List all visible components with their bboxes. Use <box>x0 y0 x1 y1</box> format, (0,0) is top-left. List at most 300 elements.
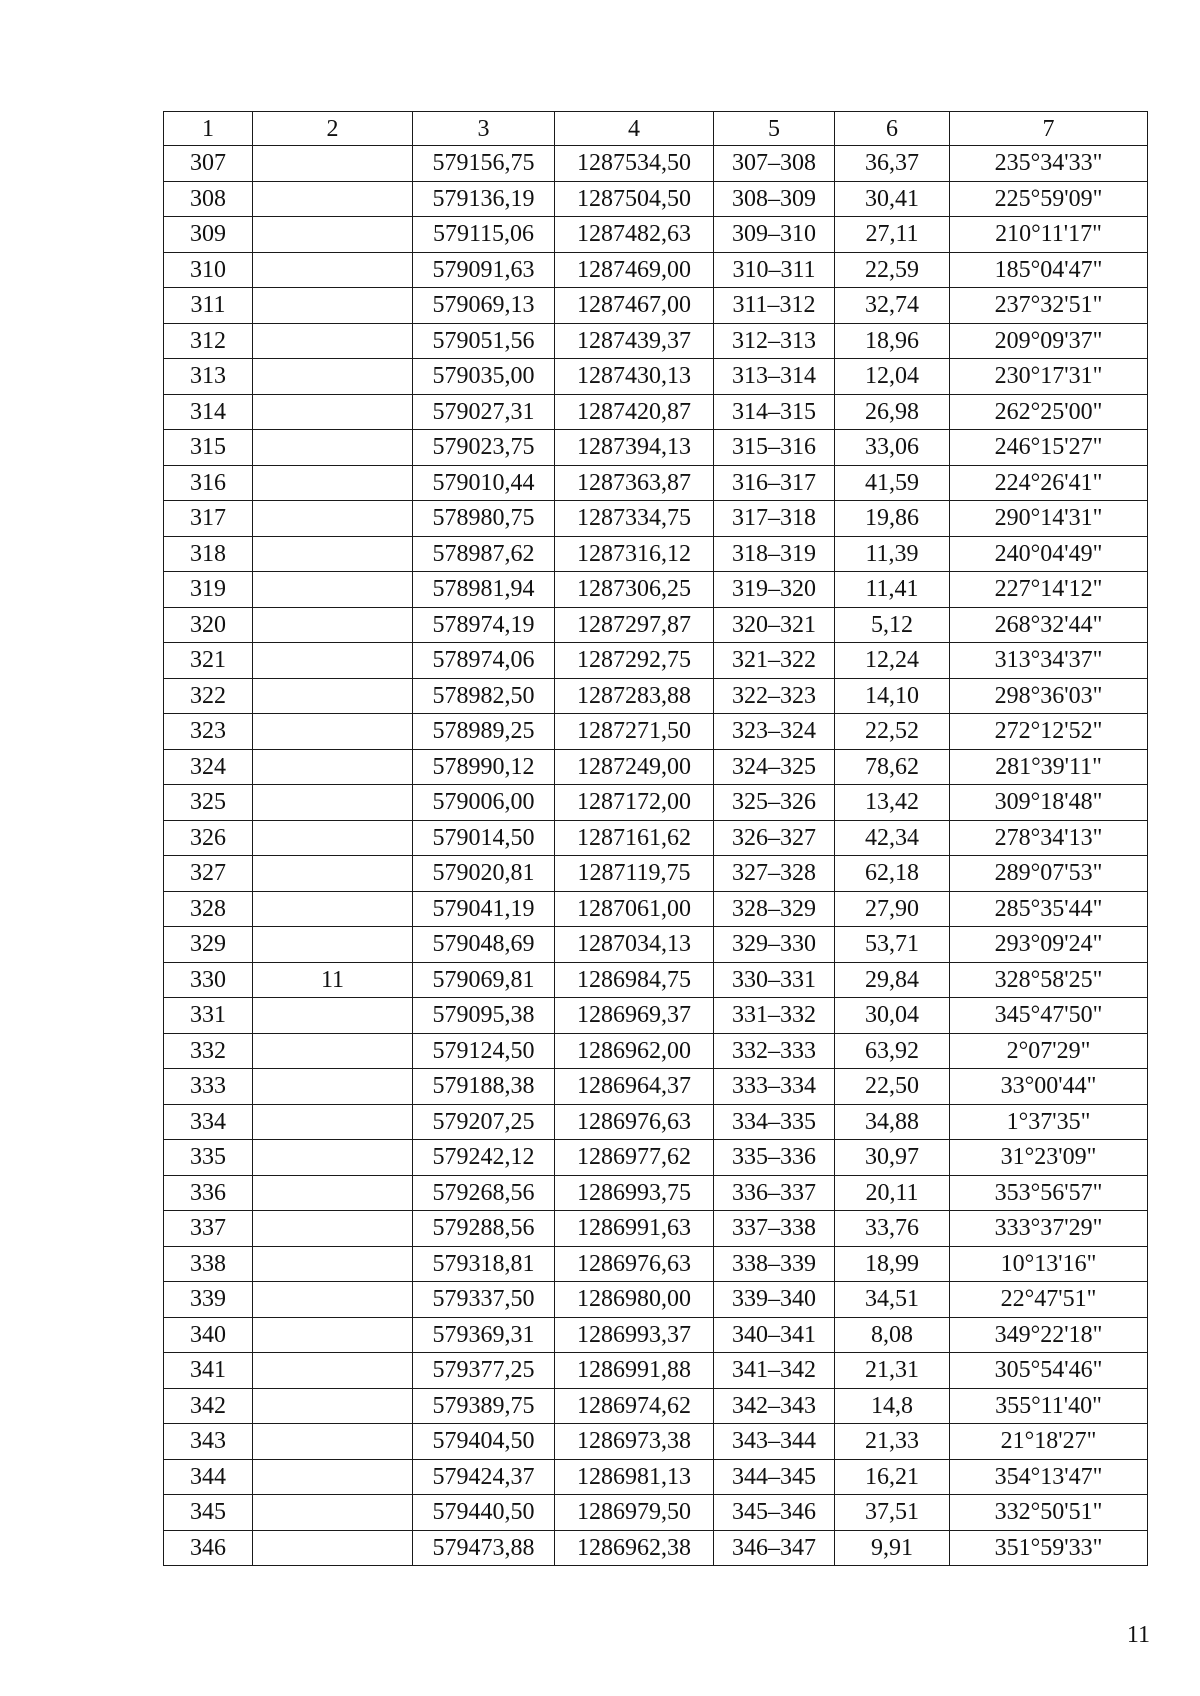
x-coordinate-cell: 578974,06 <box>413 643 555 679</box>
x-coordinate-cell: 579051,56 <box>413 323 555 359</box>
bearing-cell: 22°47'51" <box>950 1282 1148 1318</box>
x-coordinate-cell: 579318,81 <box>413 1246 555 1282</box>
part-number-cell <box>253 749 413 785</box>
segment-cell: 342–343 <box>714 1388 835 1424</box>
part-number-cell <box>253 607 413 643</box>
y-coordinate-cell: 1286964,37 <box>555 1069 714 1105</box>
table-row <box>164 394 1148 430</box>
y-coordinate-cell: 1287439,37 <box>555 323 714 359</box>
segment-cell: 317–318 <box>714 501 835 537</box>
point-number-cell: 313 <box>164 359 253 395</box>
point-number-cell: 345 <box>164 1495 253 1531</box>
point-number-cell: 311 <box>164 288 253 324</box>
bearing-cell: 21°18'27" <box>950 1424 1148 1460</box>
point-number-cell: 336 <box>164 1175 253 1211</box>
y-coordinate-cell: 1287504,50 <box>555 181 714 217</box>
table-row <box>164 1530 1148 1566</box>
x-coordinate-cell: 579389,75 <box>413 1388 555 1424</box>
bearing-cell: 240°04'49" <box>950 536 1148 572</box>
length-cell: 5,12 <box>835 607 950 643</box>
y-coordinate-cell: 1286974,62 <box>555 1388 714 1424</box>
x-coordinate-cell: 579023,75 <box>413 430 555 466</box>
segment-cell: 316–317 <box>714 465 835 501</box>
part-number-cell <box>253 359 413 395</box>
segment-cell: 328–329 <box>714 891 835 927</box>
part-number-cell <box>253 678 413 714</box>
bearing-cell: 10°13'16" <box>950 1246 1148 1282</box>
part-number-cell <box>253 146 413 182</box>
x-coordinate-cell: 579014,50 <box>413 820 555 856</box>
length-cell: 30,04 <box>835 998 950 1034</box>
y-coordinate-cell: 1287482,63 <box>555 217 714 253</box>
segment-cell: 343–344 <box>714 1424 835 1460</box>
y-coordinate-cell: 1286993,37 <box>555 1317 714 1353</box>
part-number-cell <box>253 323 413 359</box>
bearing-cell: 185°04'47" <box>950 252 1148 288</box>
segment-cell: 323–324 <box>714 714 835 750</box>
table-row <box>164 678 1148 714</box>
y-coordinate-cell: 1287334,75 <box>555 501 714 537</box>
length-cell: 33,06 <box>835 430 950 466</box>
part-number-cell <box>253 1530 413 1566</box>
part-number-cell <box>253 785 413 821</box>
segment-cell: 309–310 <box>714 217 835 253</box>
y-coordinate-cell: 1286991,63 <box>555 1211 714 1247</box>
x-coordinate-cell: 579404,50 <box>413 1424 555 1460</box>
bearing-cell: 268°32'44" <box>950 607 1148 643</box>
y-coordinate-cell: 1287249,00 <box>555 749 714 785</box>
length-cell: 42,34 <box>835 820 950 856</box>
column-header-1: 1 <box>164 112 253 146</box>
part-number-cell <box>253 891 413 927</box>
length-cell: 11,39 <box>835 536 950 572</box>
part-number-cell <box>253 1140 413 1176</box>
table-row <box>164 1104 1148 1140</box>
part-number-cell <box>253 1104 413 1140</box>
segment-cell: 312–313 <box>714 323 835 359</box>
x-coordinate-cell: 579027,31 <box>413 394 555 430</box>
x-coordinate-cell: 579095,38 <box>413 998 555 1034</box>
x-coordinate-cell: 579268,56 <box>413 1175 555 1211</box>
segment-cell: 314–315 <box>714 394 835 430</box>
part-number-cell <box>253 1069 413 1105</box>
column-header-2: 2 <box>253 112 413 146</box>
point-number-cell: 327 <box>164 856 253 892</box>
x-coordinate-cell: 579035,00 <box>413 359 555 395</box>
y-coordinate-cell: 1287469,00 <box>555 252 714 288</box>
table-row <box>164 1388 1148 1424</box>
part-number-cell <box>253 820 413 856</box>
coordinates-table-container <box>163 111 1147 1566</box>
point-number-cell: 308 <box>164 181 253 217</box>
point-number-cell: 342 <box>164 1388 253 1424</box>
x-coordinate-cell: 579377,25 <box>413 1353 555 1389</box>
segment-cell: 340–341 <box>714 1317 835 1353</box>
x-coordinate-cell: 579010,44 <box>413 465 555 501</box>
table-row <box>164 217 1148 253</box>
length-cell: 9,91 <box>835 1530 950 1566</box>
point-number-cell: 307 <box>164 146 253 182</box>
point-number-cell: 323 <box>164 714 253 750</box>
table-row <box>164 749 1148 785</box>
page-number: 11 <box>1126 1622 1150 1648</box>
point-number-cell: 322 <box>164 678 253 714</box>
table-row <box>164 1282 1148 1318</box>
coordinates-table <box>163 111 1148 1566</box>
bearing-cell: 289°07'53" <box>950 856 1148 892</box>
x-coordinate-cell: 579440,50 <box>413 1495 555 1531</box>
point-number-cell: 338 <box>164 1246 253 1282</box>
table-row <box>164 714 1148 750</box>
length-cell: 62,18 <box>835 856 950 892</box>
segment-cell: 335–336 <box>714 1140 835 1176</box>
table-row <box>164 572 1148 608</box>
length-cell: 32,74 <box>835 288 950 324</box>
bearing-cell: 209°09'37" <box>950 323 1148 359</box>
x-coordinate-cell: 579242,12 <box>413 1140 555 1176</box>
table-row <box>164 785 1148 821</box>
segment-cell: 339–340 <box>714 1282 835 1318</box>
table-row <box>164 891 1148 927</box>
point-number-cell: 333 <box>164 1069 253 1105</box>
length-cell: 34,88 <box>835 1104 950 1140</box>
length-cell: 21,33 <box>835 1424 950 1460</box>
length-cell: 29,84 <box>835 962 950 998</box>
part-number-cell <box>253 1282 413 1318</box>
y-coordinate-cell: 1286993,75 <box>555 1175 714 1211</box>
table-row <box>164 1424 1148 1460</box>
length-cell: 19,86 <box>835 501 950 537</box>
table-row <box>164 146 1148 182</box>
table-body <box>164 146 1148 1566</box>
bearing-cell: 281°39'11" <box>950 749 1148 785</box>
point-number-cell: 330 <box>164 962 253 998</box>
length-cell: 14,8 <box>835 1388 950 1424</box>
point-number-cell: 340 <box>164 1317 253 1353</box>
bearing-cell: 230°17'31" <box>950 359 1148 395</box>
table-row <box>164 927 1148 963</box>
table-row <box>164 643 1148 679</box>
segment-cell: 334–335 <box>714 1104 835 1140</box>
table-row <box>164 607 1148 643</box>
length-cell: 18,99 <box>835 1246 950 1282</box>
part-number-cell <box>253 1353 413 1389</box>
part-number-cell <box>253 288 413 324</box>
x-coordinate-cell: 579091,63 <box>413 252 555 288</box>
y-coordinate-cell: 1286962,38 <box>555 1530 714 1566</box>
x-coordinate-cell: 579473,88 <box>413 1530 555 1566</box>
table-row <box>164 1069 1148 1105</box>
length-cell: 11,41 <box>835 572 950 608</box>
bearing-cell: 313°34'37" <box>950 643 1148 679</box>
bearing-cell: 1°37'35" <box>950 1104 1148 1140</box>
segment-cell: 324–325 <box>714 749 835 785</box>
bearing-cell: 262°25'00" <box>950 394 1148 430</box>
point-number-cell: 343 <box>164 1424 253 1460</box>
y-coordinate-cell: 1287034,13 <box>555 927 714 963</box>
segment-cell: 319–320 <box>714 572 835 608</box>
point-number-cell: 332 <box>164 1033 253 1069</box>
y-coordinate-cell: 1287420,87 <box>555 394 714 430</box>
y-coordinate-cell: 1286980,00 <box>555 1282 714 1318</box>
part-number-cell: 11 <box>253 962 413 998</box>
column-header-7: 7 <box>950 112 1148 146</box>
table-row <box>164 501 1148 537</box>
y-coordinate-cell: 1287297,87 <box>555 607 714 643</box>
segment-cell: 322–323 <box>714 678 835 714</box>
table-row <box>164 359 1148 395</box>
point-number-cell: 317 <box>164 501 253 537</box>
point-number-cell: 341 <box>164 1353 253 1389</box>
point-number-cell: 309 <box>164 217 253 253</box>
table-row <box>164 1211 1148 1247</box>
length-cell: 12,24 <box>835 643 950 679</box>
bearing-cell: 237°32'51" <box>950 288 1148 324</box>
x-coordinate-cell: 579288,56 <box>413 1211 555 1247</box>
segment-cell: 346–347 <box>714 1530 835 1566</box>
point-number-cell: 310 <box>164 252 253 288</box>
column-header-4: 4 <box>555 112 714 146</box>
x-coordinate-cell: 579207,25 <box>413 1104 555 1140</box>
x-coordinate-cell: 578989,25 <box>413 714 555 750</box>
part-number-cell <box>253 643 413 679</box>
bearing-cell: 235°34'33" <box>950 146 1148 182</box>
point-number-cell: 314 <box>164 394 253 430</box>
point-number-cell: 328 <box>164 891 253 927</box>
segment-cell: 332–333 <box>714 1033 835 1069</box>
bearing-cell: 272°12'52" <box>950 714 1148 750</box>
y-coordinate-cell: 1287534,50 <box>555 146 714 182</box>
bearing-cell: 293°09'24" <box>950 927 1148 963</box>
segment-cell: 318–319 <box>714 536 835 572</box>
bearing-cell: 285°35'44" <box>950 891 1148 927</box>
bearing-cell: 246°15'27" <box>950 430 1148 466</box>
length-cell: 27,90 <box>835 891 950 927</box>
y-coordinate-cell: 1287172,00 <box>555 785 714 821</box>
table-row <box>164 536 1148 572</box>
segment-cell: 330–331 <box>714 962 835 998</box>
y-coordinate-cell: 1287467,00 <box>555 288 714 324</box>
x-coordinate-cell: 578990,12 <box>413 749 555 785</box>
table-row <box>164 856 1148 892</box>
point-number-cell: 320 <box>164 607 253 643</box>
segment-cell: 308–309 <box>714 181 835 217</box>
x-coordinate-cell: 579369,31 <box>413 1317 555 1353</box>
y-coordinate-cell: 1286984,75 <box>555 962 714 998</box>
bearing-cell: 210°11'17" <box>950 217 1148 253</box>
length-cell: 30,41 <box>835 181 950 217</box>
table-row <box>164 288 1148 324</box>
part-number-cell <box>253 1459 413 1495</box>
part-number-cell <box>253 1175 413 1211</box>
x-coordinate-cell: 579124,50 <box>413 1033 555 1069</box>
length-cell: 33,76 <box>835 1211 950 1247</box>
part-number-cell <box>253 1211 413 1247</box>
bearing-cell: 227°14'12" <box>950 572 1148 608</box>
table-row <box>164 1140 1148 1176</box>
part-number-cell <box>253 430 413 466</box>
y-coordinate-cell: 1287161,62 <box>555 820 714 856</box>
bearing-cell: 305°54'46" <box>950 1353 1148 1389</box>
segment-cell: 329–330 <box>714 927 835 963</box>
part-number-cell <box>253 998 413 1034</box>
x-coordinate-cell: 579337,50 <box>413 1282 555 1318</box>
length-cell: 22,52 <box>835 714 950 750</box>
table-row <box>164 1317 1148 1353</box>
column-header-3: 3 <box>413 112 555 146</box>
point-number-cell: 337 <box>164 1211 253 1247</box>
segment-cell: 325–326 <box>714 785 835 821</box>
y-coordinate-cell: 1287119,75 <box>555 856 714 892</box>
bearing-cell: 349°22'18" <box>950 1317 1148 1353</box>
y-coordinate-cell: 1287394,13 <box>555 430 714 466</box>
bearing-cell: 278°34'13" <box>950 820 1148 856</box>
part-number-cell <box>253 501 413 537</box>
point-number-cell: 321 <box>164 643 253 679</box>
point-number-cell: 325 <box>164 785 253 821</box>
length-cell: 21,31 <box>835 1353 950 1389</box>
y-coordinate-cell: 1286981,13 <box>555 1459 714 1495</box>
x-coordinate-cell: 579069,81 <box>413 962 555 998</box>
part-number-cell <box>253 1424 413 1460</box>
table-header-row <box>164 112 1148 146</box>
part-number-cell <box>253 927 413 963</box>
bearing-cell: 309°18'48" <box>950 785 1148 821</box>
table-row <box>164 252 1148 288</box>
table-row <box>164 323 1148 359</box>
table-row <box>164 1246 1148 1282</box>
y-coordinate-cell: 1286977,62 <box>555 1140 714 1176</box>
x-coordinate-cell: 578974,19 <box>413 607 555 643</box>
length-cell: 37,51 <box>835 1495 950 1531</box>
x-coordinate-cell: 579156,75 <box>413 146 555 182</box>
length-cell: 8,08 <box>835 1317 950 1353</box>
segment-cell: 333–334 <box>714 1069 835 1105</box>
y-coordinate-cell: 1286962,00 <box>555 1033 714 1069</box>
bearing-cell: 290°14'31" <box>950 501 1148 537</box>
bearing-cell: 2°07'29" <box>950 1033 1148 1069</box>
segment-cell: 326–327 <box>714 820 835 856</box>
column-header-5: 5 <box>714 112 835 146</box>
y-coordinate-cell: 1286976,63 <box>555 1104 714 1140</box>
point-number-cell: 344 <box>164 1459 253 1495</box>
length-cell: 30,97 <box>835 1140 950 1176</box>
x-coordinate-cell: 579048,69 <box>413 927 555 963</box>
length-cell: 20,11 <box>835 1175 950 1211</box>
table-row <box>164 998 1148 1034</box>
y-coordinate-cell: 1287363,87 <box>555 465 714 501</box>
segment-cell: 311–312 <box>714 288 835 324</box>
length-cell: 36,37 <box>835 146 950 182</box>
length-cell: 78,62 <box>835 749 950 785</box>
table-row <box>164 820 1148 856</box>
length-cell: 14,10 <box>835 678 950 714</box>
table-row <box>164 430 1148 466</box>
x-coordinate-cell: 578981,94 <box>413 572 555 608</box>
segment-cell: 337–338 <box>714 1211 835 1247</box>
bearing-cell: 225°59'09" <box>950 181 1148 217</box>
point-number-cell: 315 <box>164 430 253 466</box>
point-number-cell: 316 <box>164 465 253 501</box>
length-cell: 34,51 <box>835 1282 950 1318</box>
x-coordinate-cell: 578982,50 <box>413 678 555 714</box>
segment-cell: 310–311 <box>714 252 835 288</box>
table-row <box>164 1459 1148 1495</box>
x-coordinate-cell: 578987,62 <box>413 536 555 572</box>
x-coordinate-cell: 579020,81 <box>413 856 555 892</box>
table-row <box>164 1495 1148 1531</box>
part-number-cell <box>253 465 413 501</box>
y-coordinate-cell: 1287316,12 <box>555 536 714 572</box>
segment-cell: 345–346 <box>714 1495 835 1531</box>
point-number-cell: 312 <box>164 323 253 359</box>
segment-cell: 341–342 <box>714 1353 835 1389</box>
part-number-cell <box>253 217 413 253</box>
length-cell: 22,50 <box>835 1069 950 1105</box>
segment-cell: 313–314 <box>714 359 835 395</box>
part-number-cell <box>253 1317 413 1353</box>
segment-cell: 336–337 <box>714 1175 835 1211</box>
segment-cell: 307–308 <box>714 146 835 182</box>
y-coordinate-cell: 1286979,50 <box>555 1495 714 1531</box>
bearing-cell: 355°11'40" <box>950 1388 1148 1424</box>
table-row <box>164 1175 1148 1211</box>
bearing-cell: 345°47'50" <box>950 998 1148 1034</box>
point-number-cell: 326 <box>164 820 253 856</box>
part-number-cell <box>253 536 413 572</box>
point-number-cell: 335 <box>164 1140 253 1176</box>
segment-cell: 321–322 <box>714 643 835 679</box>
part-number-cell <box>253 714 413 750</box>
column-header-6: 6 <box>835 112 950 146</box>
y-coordinate-cell: 1287283,88 <box>555 678 714 714</box>
segment-cell: 315–316 <box>714 430 835 466</box>
bearing-cell: 354°13'47" <box>950 1459 1148 1495</box>
y-coordinate-cell: 1287271,50 <box>555 714 714 750</box>
table-row <box>164 465 1148 501</box>
part-number-cell <box>253 1033 413 1069</box>
bearing-cell: 224°26'41" <box>950 465 1148 501</box>
part-number-cell <box>253 394 413 430</box>
bearing-cell: 31°23'09" <box>950 1140 1148 1176</box>
length-cell: 53,71 <box>835 927 950 963</box>
table-row <box>164 1033 1148 1069</box>
bearing-cell: 298°36'03" <box>950 678 1148 714</box>
y-coordinate-cell: 1287292,75 <box>555 643 714 679</box>
x-coordinate-cell: 579136,19 <box>413 181 555 217</box>
part-number-cell <box>253 1388 413 1424</box>
point-number-cell: 329 <box>164 927 253 963</box>
part-number-cell <box>253 252 413 288</box>
point-number-cell: 339 <box>164 1282 253 1318</box>
y-coordinate-cell: 1286969,37 <box>555 998 714 1034</box>
length-cell: 63,92 <box>835 1033 950 1069</box>
part-number-cell <box>253 181 413 217</box>
point-number-cell: 319 <box>164 572 253 608</box>
segment-cell: 320–321 <box>714 607 835 643</box>
segment-cell: 338–339 <box>714 1246 835 1282</box>
segment-cell: 327–328 <box>714 856 835 892</box>
x-coordinate-cell: 579006,00 <box>413 785 555 821</box>
bearing-cell: 351°59'33" <box>950 1530 1148 1566</box>
y-coordinate-cell: 1286976,63 <box>555 1246 714 1282</box>
segment-cell: 344–345 <box>714 1459 835 1495</box>
table-row <box>164 962 1148 998</box>
x-coordinate-cell: 579188,38 <box>413 1069 555 1105</box>
x-coordinate-cell: 579069,13 <box>413 288 555 324</box>
bearing-cell: 353°56'57" <box>950 1175 1148 1211</box>
length-cell: 18,96 <box>835 323 950 359</box>
